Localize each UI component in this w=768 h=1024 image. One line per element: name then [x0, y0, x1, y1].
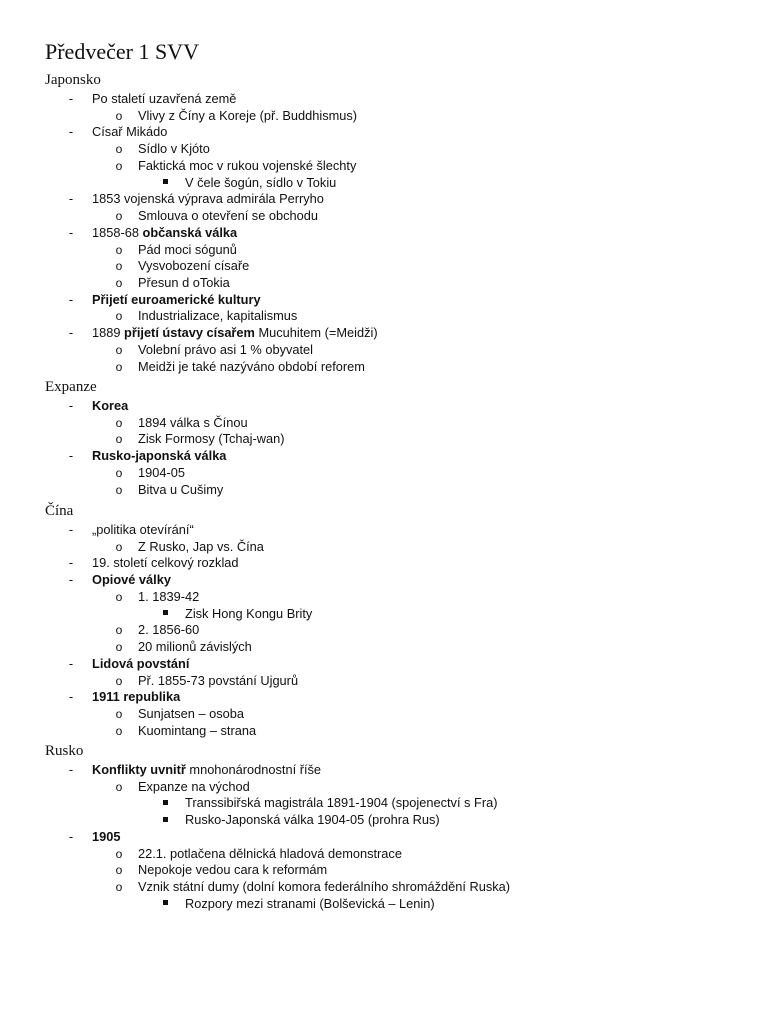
text-run: 1889: [92, 325, 125, 341]
list-item-text: [92, 829, 120, 845]
list-item-text: [138, 862, 327, 878]
list-item-text: [92, 555, 239, 571]
circle-bullet-icon: o: [115, 673, 123, 688]
list-item-text: [138, 846, 402, 862]
list-item-text: [138, 465, 185, 481]
dash-bullet-icon: -: [68, 448, 74, 464]
list-item-text: [92, 191, 324, 207]
list-item-text: [138, 639, 252, 655]
dash-bullet-icon: -: [68, 191, 74, 207]
text-run: 1. 1839-42: [138, 588, 200, 604]
bold-text: Konflikty uvnitř: [92, 762, 186, 777]
list-item-text: [92, 91, 236, 107]
dash-bullet-icon: -: [68, 522, 74, 537]
circle-bullet-icon: o: [115, 723, 123, 738]
list-item-text: [138, 539, 264, 555]
text-run: Mucuhitem (=Meidži): [254, 325, 378, 341]
circle-bullet-icon: o: [115, 359, 123, 374]
text-run: Sídlo v Kjóto: [138, 141, 210, 157]
list-item-text: [138, 342, 313, 358]
text-run: 22.1. potlačena dělnická hladová demonstrace: [138, 845, 402, 861]
text-run: „politika otevírání“: [92, 522, 194, 537]
circle-bullet-icon: o: [115, 880, 123, 894]
dash-bullet-icon: -: [68, 124, 74, 140]
bold-text: přijetí ústavy císařem: [124, 325, 255, 341]
text-run: Vysvobození císaře: [138, 258, 250, 274]
text-run: Zisk Hong Kongu Brity: [185, 605, 313, 621]
dash-bullet-icon: -: [68, 325, 74, 341]
list-item-text: [92, 225, 237, 241]
list-item-text: [138, 275, 230, 291]
list-item-text: [138, 673, 298, 689]
list-item-text: [92, 689, 180, 705]
text-run: Císař Mikádo: [92, 124, 168, 140]
dash-bullet-icon: -: [68, 555, 74, 571]
bold-text: Opiové války: [92, 572, 171, 588]
circle-bullet-icon: o: [115, 465, 123, 480]
circle-bullet-icon: o: [115, 342, 123, 357]
text-run: 1894 válka s Čínou: [138, 414, 248, 430]
text-run: 20 milionů závislých: [138, 639, 252, 654]
text-run: Volební právo asi 1 % obyvatel: [138, 341, 314, 357]
circle-bullet-icon: o: [115, 482, 123, 497]
circle-bullet-icon: o: [115, 259, 123, 274]
list-item-text: [185, 812, 440, 828]
bold-text: 1905: [92, 828, 121, 844]
text-run: 1858-68: [92, 224, 143, 240]
list-item-text: [185, 795, 497, 811]
list-item-text: [92, 325, 378, 341]
text-run: 1853 vojenská výprava admirála Perryho: [92, 191, 324, 207]
list-item-text: [138, 622, 199, 638]
list-item-text: [138, 415, 248, 431]
text-run: Nepokoje vedou cara k reformám: [138, 862, 328, 878]
circle-bullet-icon: o: [115, 142, 123, 157]
list-item-text: [185, 606, 312, 622]
list-item-text: [185, 896, 435, 912]
circle-bullet-icon: o: [115, 309, 123, 324]
circle-bullet-icon: o: [115, 415, 123, 430]
text-run: Př. 1855-73 povstání Ujgurů: [138, 672, 299, 688]
page-title: Předvečer 1 SVV: [45, 39, 199, 64]
square-bullet-icon: [158, 795, 172, 811]
bold-text: Korea: [92, 398, 129, 413]
text-run: 1904-05: [138, 464, 185, 480]
dash-bullet-icon: -: [68, 689, 74, 705]
circle-bullet-icon: o: [115, 242, 123, 257]
list-item-text: [138, 258, 249, 274]
circle-bullet-icon: o: [115, 779, 123, 794]
list-item-text: [92, 762, 321, 778]
list-item-text: [92, 124, 167, 140]
section-heading: Expanze: [45, 379, 97, 395]
list-item-text: [138, 242, 237, 258]
dash-bullet-icon: -: [68, 398, 74, 413]
circle-bullet-icon: o: [115, 275, 123, 290]
text-run: 2. 1856-60: [138, 622, 200, 638]
dash-bullet-icon: -: [68, 762, 74, 777]
list-item-text: [138, 158, 356, 174]
list-item-text: [138, 141, 210, 157]
text-run: Kuomintang – strana: [138, 722, 257, 738]
circle-bullet-icon: o: [115, 209, 123, 223]
dash-bullet-icon: -: [68, 291, 74, 307]
section-heading: Čína: [45, 503, 74, 519]
dash-bullet-icon: -: [68, 572, 74, 588]
list-item-text: [92, 656, 189, 672]
square-bullet-icon: [158, 896, 172, 912]
list-item-text: [138, 208, 318, 224]
list-item-text: [92, 398, 128, 414]
circle-bullet-icon: o: [115, 589, 123, 604]
list-item-text: [138, 589, 199, 605]
circle-bullet-icon: o: [115, 623, 123, 638]
circle-bullet-icon: o: [115, 432, 123, 447]
dash-bullet-icon: -: [68, 828, 74, 844]
section-heading: Japonsko: [45, 72, 101, 88]
square-bullet-icon: [158, 812, 172, 828]
dash-bullet-icon: -: [68, 655, 74, 671]
circle-bullet-icon: o: [115, 846, 123, 861]
bold-text: 1911 republika: [92, 689, 181, 705]
square-bullet-icon: [158, 175, 172, 191]
list-item-text: [185, 175, 336, 191]
circle-bullet-icon: o: [115, 863, 123, 878]
text-run: Meidži je také nazýváno období reforem: [138, 358, 365, 374]
text-run: Zisk Formosy (Tchaj-wan): [138, 431, 285, 447]
text-run: Vlivy z Číny a Koreje (př. Buddhismus): [138, 107, 358, 123]
list-item-text: [138, 779, 250, 795]
square-bullet-icon: [158, 606, 172, 622]
circle-bullet-icon: o: [115, 539, 123, 554]
circle-bullet-icon: o: [115, 158, 123, 173]
text-run: Vznik státní dumy (dolní komora federálního shromáždění Ruska): [138, 879, 510, 894]
text-run: Bitva u Cušimy: [138, 481, 224, 497]
list-item-text: [138, 431, 284, 447]
text-run: Faktická moc v rukou vojenské šlechty: [138, 157, 357, 173]
list-item-text: [138, 108, 357, 124]
bold-text: občanská válka: [142, 224, 238, 240]
list-item-text: [138, 706, 244, 722]
text-run: mnohonárodnostní říše: [185, 762, 322, 777]
text-run: Rusko-Japonská válka 1904-05 (prohra Rus): [185, 812, 440, 828]
bold-text: Rusko-japonská válka: [92, 448, 227, 464]
text-run: Expanze na východ: [138, 778, 250, 794]
section-heading: Rusko: [45, 743, 84, 759]
text-run: V čele šogún, sídlo v Tokiu: [185, 174, 337, 190]
text-run: Industrializace, kapitalismus: [138, 308, 298, 324]
list-item-text: [138, 308, 297, 324]
list-item-text: [92, 522, 194, 538]
circle-bullet-icon: o: [115, 108, 123, 123]
text-run: Po staletí uzavřená země: [92, 91, 237, 106]
text-run: Přesun d oTokia: [138, 274, 230, 290]
text-run: 19. století celkový rozklad: [92, 555, 239, 571]
list-item-text: [138, 359, 365, 375]
dash-bullet-icon: -: [68, 224, 74, 240]
circle-bullet-icon: o: [115, 640, 123, 654]
list-item-text: [138, 723, 256, 739]
list-item-text: [138, 879, 510, 895]
text-run: Transsibiřská magistrála 1891-1904 (spojenectví s Fra): [185, 795, 498, 811]
list-item-text: [92, 572, 171, 588]
text-run: Pád moci sógunů: [138, 241, 237, 257]
bold-text: Lidová povstání: [92, 655, 190, 671]
list-item-text: [138, 482, 223, 498]
text-run: Sunjatsen – osoba: [138, 705, 245, 721]
circle-bullet-icon: o: [115, 706, 123, 721]
text-run: Smlouva o otevření se obchodu: [138, 208, 318, 223]
list-item-text: [92, 292, 261, 308]
text-run: Rozpory mezi stranami (Bolševická – Lenin): [185, 895, 435, 911]
dash-bullet-icon: -: [68, 91, 74, 106]
text-run: Z Rusko, Jap vs. Čína: [138, 538, 264, 554]
list-item-text: [92, 448, 226, 464]
bold-text: Přijetí euroamerické kultury: [92, 291, 261, 307]
